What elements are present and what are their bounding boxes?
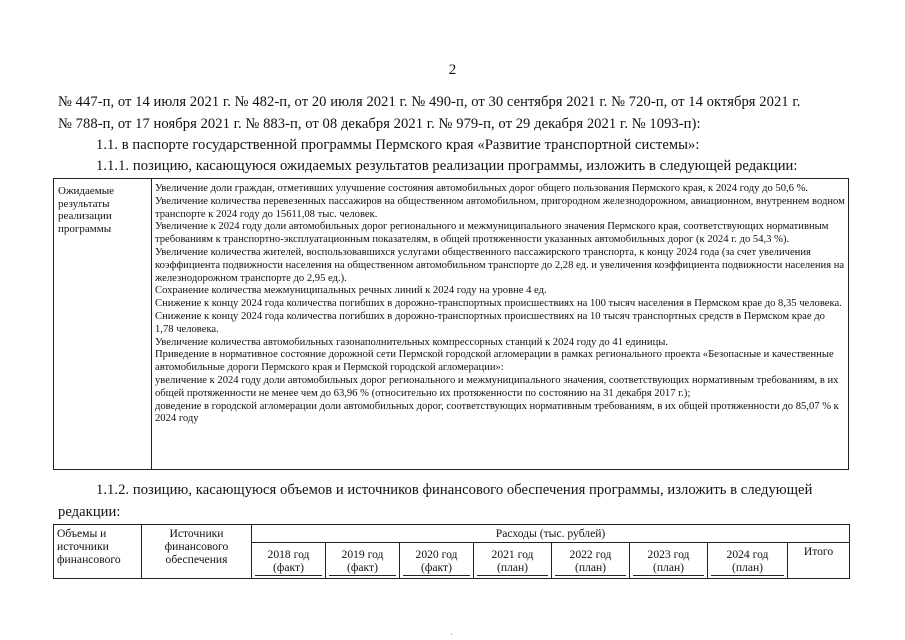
result-item: увеличение к 2024 году доли автомобильных дорог регионального и межмуниципального значения, соответствующих нормативным требованиям, в их общей протяженности не менее чем до 63,96 % (относительно их протяженности по состоянию на 31 декабря 2017 г.); [155,374,839,399]
financing-volume-header: Объемы и источники финансового [54,525,142,579]
intro-line-1: № 447-п, от 14 июля 2021 г. № 482-п, от 20 июля 2021 г. № 490-п, от 30 сентября 2021 г. № 720-п, от 14 октября 2021 г. [58,94,801,110]
result-item: Увеличение количества перевезенных пассажиров на общественном автомобильном, пригородном железнодорожном, авиационном, внутреннем водном транспорте к 2024 году до 15611,08 тыс. человек. [155,195,845,220]
section-1-1-2-heading-cont: редакции: [58,504,121,520]
financing-sources-header: Источники финансового обеспечения [142,525,252,579]
result-item: Увеличение доли граждан, отметивших улучшение состояния автомобильных дорог общего пользования Пермского края, к 2024 году до 50,6 %. [155,183,809,194]
year-2023-header: 2023 год (план) [630,543,708,579]
result-item: Увеличение к 2024 году доли автомобильных дорог регионального и межмуниципального значения Пермского края, соответствующих нормативным требованиям к транспортно-эксплуатационным показателям, в общей протяженности указанных автомобильных дорог (к 2024 г. до 54,3 %). [155,221,829,246]
expected-results-table [53,178,849,470]
fold-mark: · [450,630,453,639]
intro-line-2: № 788-п, от 17 ноября 2021 г. № 883-п, от 08 декабря 2021 г. № 979-п, от 29 декабря 2021 г. № 1093-п): [58,116,701,132]
result-item: Увеличение количества автомобильных газонаполнительных компрессорных станций к 2024 году до 41 единицы. [155,336,669,348]
result-item: Снижение к концу 2024 года количества погибших в дорожно-транспортных происшествиях на 10 тысяч транспортных средств в Пермском крае до 1,78 человека. [155,310,825,335]
expected-results-list [155,183,845,426]
table-divider [151,179,152,469]
result-item: Увеличение количества жителей, воспользовавшихся услугами общественного пассажирского транспорта, к концу 2024 года (за счет увеличения коэффициента подвижности населения на общественном автомобильном транспорте до 2,28 ед. и увеличения коэффициента подвижности населения на железнодорожном транспорте до 2,95 ед.). [155,246,845,284]
year-2022-header: 2022 год (план) [552,543,630,579]
year-2021-header: 2021 год (план) [474,543,552,579]
result-item: Сохранение количества межмуниципальных речных линий к 2024 году на уровне 4 ед. [155,285,547,297]
section-1-1-heading: 1.1. в паспорте государственной программы Пермского края «Развитие транспортной системы»: [96,137,700,153]
section-1-1-1-heading: 1.1.1. позицию, касающуюся ожидаемых результатов реализации программы, изложить в следующей редакции: [96,158,798,174]
year-2018-header: 2018 год (факт) [252,543,326,579]
section-1-1-2-heading: 1.1.2. позицию, касающуюся объемов и источников финансового обеспечения программы, изложить в следующей [96,482,813,498]
result-item: Снижение к концу 2024 года количества погибших в дорожно-транспортных происшествиях на 100 тысяч населения в Пермском крае до 8,35 человека. [155,298,842,310]
page-number: 2 [448,62,457,78]
year-2020-header: 2020 год (факт) [400,543,474,579]
expected-results-label: Ожидаемые результаты реализации программы [58,185,115,235]
result-item: доведение в городской агломерации доли автомобильных дорог, соответствующих нормативным требованиям, в их общей протяженности до 85,07 % к 2024 году [155,400,839,425]
year-2019-header: 2019 год (факт) [326,543,400,579]
expenses-header: Расходы (тыс. рублей) [252,525,850,543]
financing-table [53,524,850,579]
year-2024-header: 2024 год (план) [708,543,788,579]
total-header: Итого [788,543,850,579]
result-item: Приведение в нормативное состояние дорожной сети Пермской городской агломерации в рамках регионального проекта «Безопасные и качественные автомобильные дороги Пермского края и Пермской городской агломерации»: [155,349,834,374]
